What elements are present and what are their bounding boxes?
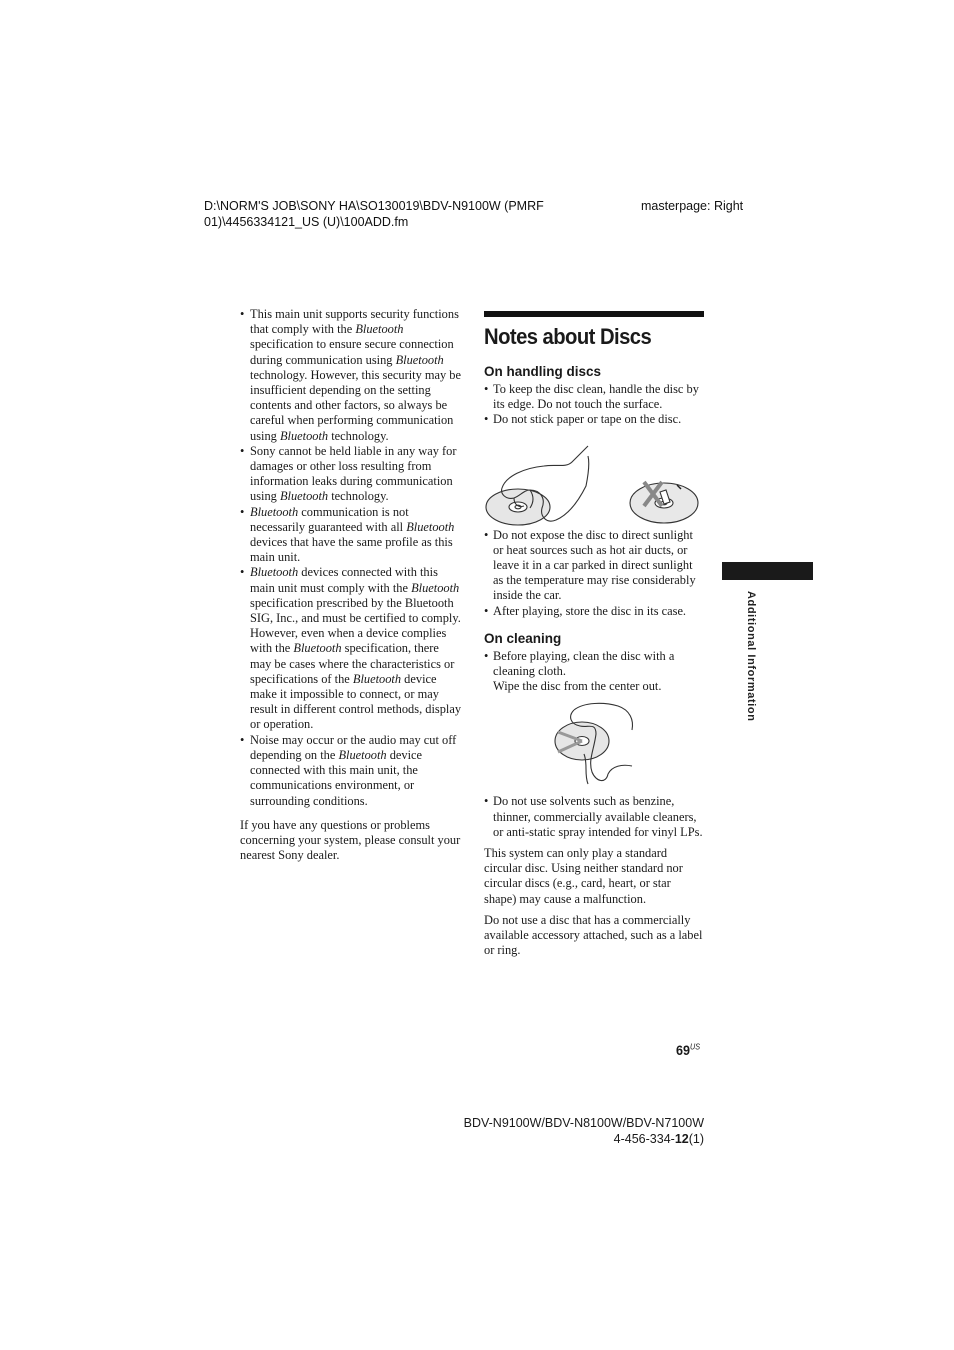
- bluetooth-term: Bluetooth: [406, 519, 455, 534]
- bluetooth-term: Bluetooth: [250, 565, 299, 580]
- list-item: • To keep the disc clean, handle the disc by its edge. Do not touch the surface.: [484, 382, 704, 412]
- disc-with-tape-prohibited-icon: [630, 482, 698, 523]
- cleaning-list-b: [484, 794, 704, 840]
- list-item: [240, 505, 462, 566]
- disc-handling-illustration: [484, 428, 704, 528]
- bluetooth-term: Bluetooth: [411, 580, 460, 595]
- text-run: technology. However, this security may be insufficient depending on the setting contents and other factors, so always be careful when performing communication using: [250, 367, 462, 443]
- accessory-paragraph: Do not use a disc that has a commercially available accessory attached, such as a label or ring.: [484, 912, 703, 958]
- text-run: devices connected with this main unit must comply with the: [250, 565, 438, 595]
- page-number-value: 69: [676, 1042, 691, 1058]
- text-run: device connected with this main unit, the communications environment, or surrounding conditions.: [250, 747, 423, 808]
- cleaning-heading: On cleaning: [484, 630, 562, 646]
- text-run: specification to ensure secure connection during communication using: [250, 337, 454, 367]
- disc-cleaning-illustration: [484, 694, 704, 794]
- page-number-suffix: US: [690, 1042, 701, 1052]
- right-column: [484, 311, 704, 958]
- bluetooth-notes-list: [240, 307, 462, 809]
- disc-shape-paragraph: This system can only play a standard circular disc. Using neither standard nor circular discs (e.g., card, heart, or star shape) may cause a malfunction.: [484, 846, 683, 906]
- page-number: [676, 1042, 700, 1058]
- cleaning-instruction: Before playing, clean the disc with a cleaning cloth.: [493, 648, 675, 679]
- section-tab: [722, 562, 813, 580]
- text-run: device make it impossible to connect, or may result in different control methods, display or operation.: [250, 671, 462, 732]
- bluetooth-term: Bluetooth: [352, 671, 402, 686]
- section-title: Notes about Discs: [484, 324, 652, 349]
- text-run: communication is not necessarily guaranteed with all: [250, 504, 409, 534]
- handling-list-b: [484, 528, 704, 619]
- list-item: • Do not stick paper or tape on the disc.: [484, 412, 704, 427]
- list-item: [484, 649, 704, 695]
- bluetooth-term: Bluetooth: [250, 504, 299, 519]
- cleaning-direction: Wipe the disc from the center out.: [493, 679, 662, 694]
- bluetooth-term: Bluetooth: [338, 747, 387, 762]
- text-run: This main unit supports security functions that comply with the: [250, 307, 459, 337]
- footer-part-code: [614, 1131, 704, 1147]
- list-item: • After playing, store the disc in its case.: [484, 604, 704, 619]
- bluetooth-term: Bluetooth: [293, 641, 342, 656]
- section-tab-label: Additional Information: [745, 591, 757, 722]
- bluetooth-term: Bluetooth: [279, 489, 329, 504]
- text-run: specification prescribed by the Bluetooth SIG, Inc., and must be certified to comply. However, even when a device complies with the: [250, 595, 461, 656]
- list-item: [240, 307, 462, 444]
- left-column: [240, 307, 462, 863]
- disc-handling-figure: [484, 428, 704, 528]
- footer-code-suffix: (1): [688, 1132, 704, 1146]
- file-path-header: D:\NORM'S JOB\SONY HA\SO130019\BDV-N9100W (PMRF 01)\4456334121_US (U)\100ADD.fm: [204, 199, 544, 229]
- footer-code-bold: 12: [674, 1132, 689, 1146]
- list-item: • Do not use solvents such as benzine, thinner, commercially available cleaners, or anti-static spray intended for vinyl LPs.: [484, 794, 704, 840]
- bluetooth-term: Bluetooth: [355, 322, 404, 337]
- title-rule: [484, 311, 704, 317]
- text-run: devices that have the same profile as this main unit.: [250, 535, 453, 565]
- disc-held-by-edge-icon: [486, 446, 589, 525]
- list-item: [240, 565, 462, 732]
- text-run: Sony cannot be held liable in any way for damages or other loss resulting from information leaks during communication using: [250, 443, 457, 504]
- bluetooth-term: Bluetooth: [395, 352, 444, 367]
- list-item: [240, 733, 462, 809]
- closing-paragraph: If you have any questions or problems concerning your system, please consult your nearest Sony dealer.: [240, 817, 461, 863]
- list-item: [240, 444, 462, 505]
- text-run: technology.: [328, 428, 389, 443]
- disc-wiping-icon: [555, 704, 632, 785]
- footer-code-prefix: 4-456-334-: [613, 1132, 675, 1146]
- footer-models: BDV-N9100W/BDV-N8100W/BDV-N7100W: [463, 1116, 704, 1130]
- handling-heading: On handling discs: [484, 364, 602, 379]
- cleaning-list-a: [484, 649, 704, 695]
- list-item: • Do not expose the disc to direct sunlight or heat sources such as hot air ducts, or leave it in a car parked in direct sunlight as the temperature may rise considerably inside the car.: [484, 528, 704, 604]
- text-run: Noise may occur or the audio may cut off depending on the: [250, 732, 457, 762]
- masterpage-label: masterpage: Right: [641, 199, 744, 213]
- text-run: specification, there may be cases where the characteristics or specifications of the: [250, 641, 455, 686]
- bluetooth-term: Bluetooth: [279, 428, 329, 443]
- text-run: technology.: [328, 489, 389, 504]
- handling-list-a: [484, 382, 704, 428]
- disc-cleaning-figure: [484, 694, 704, 794]
